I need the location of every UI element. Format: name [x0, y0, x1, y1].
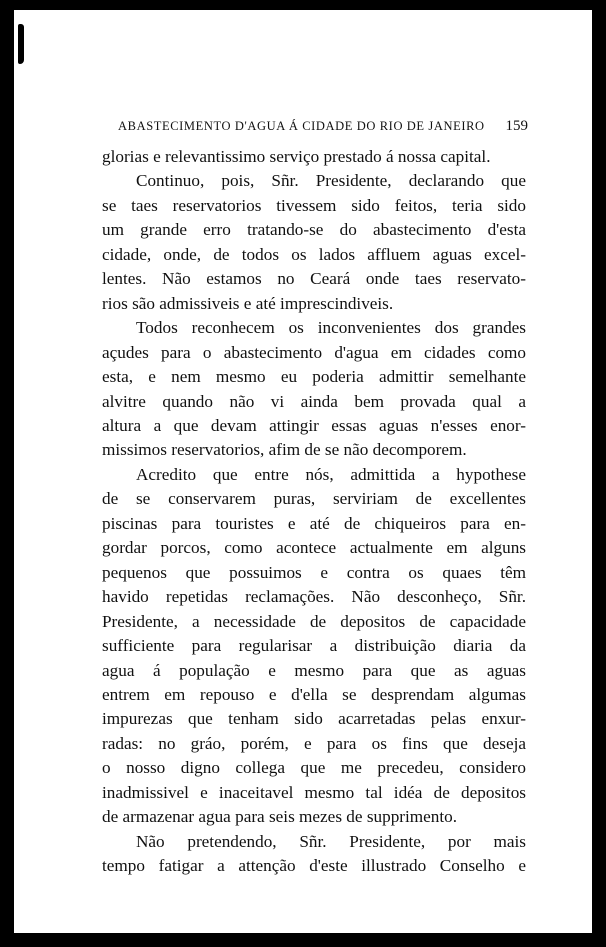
- text-line: alvitre quando não vi ainda bem provada qual a: [102, 391, 526, 411]
- text-line: se taes reservatorios tivessem sido feitos, teria sido: [102, 195, 526, 215]
- text-line: Não pretendendo, Sñr. Presidente, por mais: [136, 831, 526, 851]
- page-number: 159: [505, 118, 528, 134]
- text-line: esta, e nem mesmo eu poderia admittir semelhante: [102, 367, 526, 387]
- text-line: gordar porcos, como acontece actualmente em alguns: [102, 538, 526, 558]
- text-line: piscinas para touristes e até de chiqueiros para en-: [102, 513, 526, 533]
- text-line: açudes para o abastecimento d'agua em cidades como: [102, 342, 526, 362]
- running-header: [118, 118, 528, 135]
- text-line: Continuo, pois, Sñr. Presidente, declarando que: [136, 171, 526, 191]
- text-line: altura a que devam attingir essas aguas n'esses enor-: [102, 415, 526, 435]
- text-line: o nosso digno collega que me precedeu, considero: [102, 758, 526, 778]
- text-line: Presidente, a necessidade de depositos de capacidade: [102, 611, 526, 631]
- text-line: entrem em repouso e d'ella se desprendam algumas: [102, 684, 526, 704]
- text-line: lentes. Não estamos no Ceará onde taes reservato-: [102, 269, 526, 289]
- text-line: rios são admissiveis e até imprescindiveis.: [102, 293, 394, 313]
- text-line: Todos reconhecem os inconvenientes dos grandes: [136, 318, 526, 338]
- text-line: Acredito que entre nós, admittida a hypothese: [136, 464, 526, 484]
- text-line: sufficiente para regularisar a distribuição diaria da: [102, 636, 526, 656]
- text-line: de armazenar agua para seis mezes de supprimento.: [102, 807, 458, 827]
- text-line: havido repetidas reclamações. Não desconheço, Sñr.: [102, 587, 526, 607]
- margin-mark: [18, 24, 24, 64]
- text-line: pequenos que possuimos e contra os quaes têm: [102, 562, 526, 582]
- text-line: de se conservarem puras, serviriam de excellentes: [102, 489, 526, 509]
- text-line: um grande erro tratando-se do abastecimento d'esta: [102, 220, 526, 240]
- text-line: radas: no gráo, porém, e para os fins que deseja: [102, 733, 526, 753]
- running-title: ABASTECIMENTO D'AGUA Á CIDADE DO RIO DE JANEIRO: [118, 119, 485, 133]
- text-line: cidade, onde, de todos os lados affluem aguas excel-: [102, 244, 526, 264]
- text-line: glorias e relevantissimo serviço prestado á nossa capital.: [102, 147, 491, 166]
- text-line: missimos reservatorios, afim de se não decomporem.: [102, 440, 467, 460]
- body-text: [102, 145, 526, 879]
- text-line: agua á população e mesmo para que as aguas: [102, 660, 526, 680]
- text-line: tempo fatigar a attenção d'este illustrado Conselho e: [102, 856, 526, 876]
- text-line: inadmissivel e inaceitavel mesmo tal idéa de depositos: [102, 782, 526, 802]
- text-line: impurezas que tenham sido acarretadas pelas enxur-: [102, 709, 526, 729]
- book-page: [14, 10, 592, 933]
